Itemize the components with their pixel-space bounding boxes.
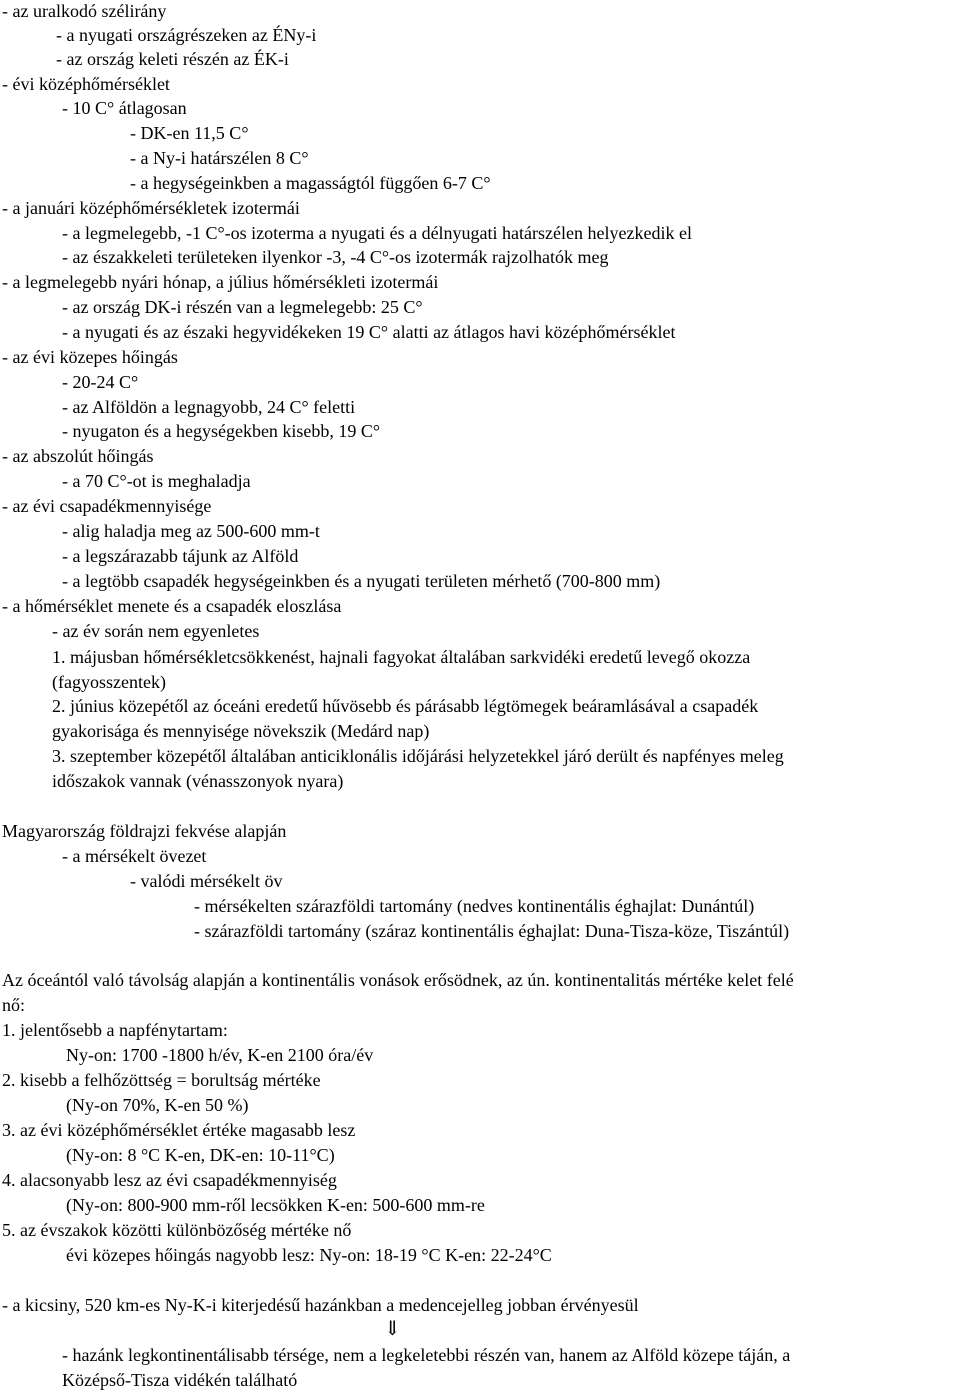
text-line: - az ország keleti részén az ÉK-i — [56, 49, 289, 69]
text-line: - a 70 C°-ot is meghaladja — [62, 471, 251, 491]
text-line: évi közepes hőingás nagyobb lesz: Ny-on: 18-19 °C K-en: 22-24°C — [66, 1245, 552, 1265]
text-line: - az abszolút hőingás — [2, 446, 154, 466]
text-line: - a legszárazabb tájunk az Alföld — [62, 546, 299, 566]
section-heading: Magyarország földrajzi fekvése alapján — [2, 821, 287, 841]
text-line: nő: — [2, 995, 26, 1015]
text-line: (Ny-on 70%, K-en 50 %) — [66, 1095, 249, 1115]
text-line: (fagyosszentek) — [52, 672, 166, 692]
text-line: - alig haladja meg az 500-600 mm-t — [62, 521, 320, 541]
text-line: - az uralkodó szélirány — [2, 1, 167, 21]
text-line: Ny-on: 1700 -1800 h/év, K-en 2100 óra/év — [66, 1045, 374, 1065]
text-line: - 10 C° átlagosan — [62, 98, 187, 118]
text-line: - az Alföldön a legnagyobb, 24 C° feletti — [62, 397, 356, 417]
text-line: - az évi csapadékmennyisége — [2, 496, 212, 516]
text-line: - DK-en 11,5 C° — [130, 123, 249, 143]
text-line: - a kicsiny, 520 km-es Ny-K-i kiterjedésű hazánkban a medencejelleg jobban érvényesül — [2, 1295, 639, 1315]
text-line: - mérsékelten szárazföldi tartomány (nedves kontinentális éghajlat: Dunántúl) — [194, 896, 755, 916]
text-line: - a Ny-i határszélen 8 C° — [130, 148, 309, 168]
text-line: - az évi közepes hőingás — [2, 347, 178, 367]
text-line: - az északkeleti területeken ilyenkor -3, -4 C°-os izotermák rajzolhatók meg — [62, 247, 609, 267]
text-line: - nyugaton és a hegységekben kisebb, 19 C° — [62, 421, 381, 441]
text-line: 3. az évi középhőmérséklet értéke magasabb lesz — [2, 1120, 356, 1140]
text-line: 2. június közepétől az óceáni eredetű hűvösebb és párásabb légtömegek beáramlásával a csapadék — [52, 696, 759, 716]
text-line: - 20-24 C° — [62, 372, 139, 392]
text-line: (Ny-on: 800-900 mm-ről lecsökken K-en: 500-600 mm-re — [66, 1195, 485, 1215]
text-line: - a nyugati országrészeken az ÉNy-i — [56, 25, 317, 45]
text-line: - szárazföldi tartomány (száraz kontinentális éghajlat: Duna-Tisza-köze, Tiszántúl) — [194, 921, 790, 941]
text-line: gyakorisága és mennyisége növekszik (Medárd nap) — [52, 721, 430, 741]
text-line: 3. szeptember közepétől általában anticiklonális időjárási helyzetekkel járó derült és napfényes meleg — [52, 746, 784, 766]
text-line: - hazánk legkontinentálisabb térsége, nem a legkeletebbi részén van, hanem az Alföld közepe táján, a — [62, 1345, 791, 1365]
text-line: - a januári középhőmérsékletek izotermái — [2, 198, 300, 218]
text-line: 5. az évszakok közötti különbözőség mértéke nő — [2, 1220, 352, 1240]
text-line: - a hőmérséklet menete és a csapadék eloszlása — [2, 596, 342, 616]
text-line: - a legmelegebb nyári hónap, a július hőmérsékleti izotermái — [2, 272, 439, 292]
text-line: 1. májusban hőmérsékletcsökkenést, hajnali fagyokat általában sarkvidéki eredetű levegő okozza — [52, 647, 751, 667]
text-line: 1. jelentősebb a napfénytartam: — [2, 1020, 228, 1040]
text-line: - az év során nem egyenletes — [52, 621, 260, 641]
text-line: - valódi mérsékelt öv — [130, 871, 283, 891]
section-heading: Az óceántól való távolság alapján a kontinentális vonások erősödnek, az ún. kontinentalitás mértéke kelet felé — [2, 970, 794, 990]
text-line: - a mérsékelt övezet — [62, 846, 207, 866]
text-line: 4. alacsonyabb lesz az évi csapadékmennyiség — [2, 1170, 337, 1190]
text-line: - a legtöbb csapadék hegységeinkben és a nyugati területen mérhető (700-800 mm) — [62, 571, 661, 591]
text-line: Középső-Tisza vidékén található — [62, 1370, 298, 1390]
text-line: - a legmelegebb, -1 C°-os izoterma a nyugati és a délnyugati határszélen helyezkedik el — [62, 223, 692, 243]
text-line: - évi középhőmérséklet — [2, 74, 170, 94]
text-line: (Ny-on: 8 °C K-en, DK-en: 10-11°C) — [66, 1145, 335, 1165]
text-line: - a nyugati és az északi hegyvidékeken 19 C° alatti az átlagos havi középhőmérséklet — [62, 322, 676, 342]
text-line: időszakok vannak (vénasszonyok nyara) — [52, 771, 344, 791]
text-line: 2. kisebb a felhőzöttség = borultság mértéke — [2, 1070, 321, 1090]
double-down-arrow-icon: ⇓ — [384, 1318, 401, 1340]
text-line: - a hegységeinkben a magasságtól függően 6-7 C° — [130, 173, 491, 193]
text-line: - az ország DK-i részén van a legmelegebb: 25 C° — [62, 297, 423, 317]
